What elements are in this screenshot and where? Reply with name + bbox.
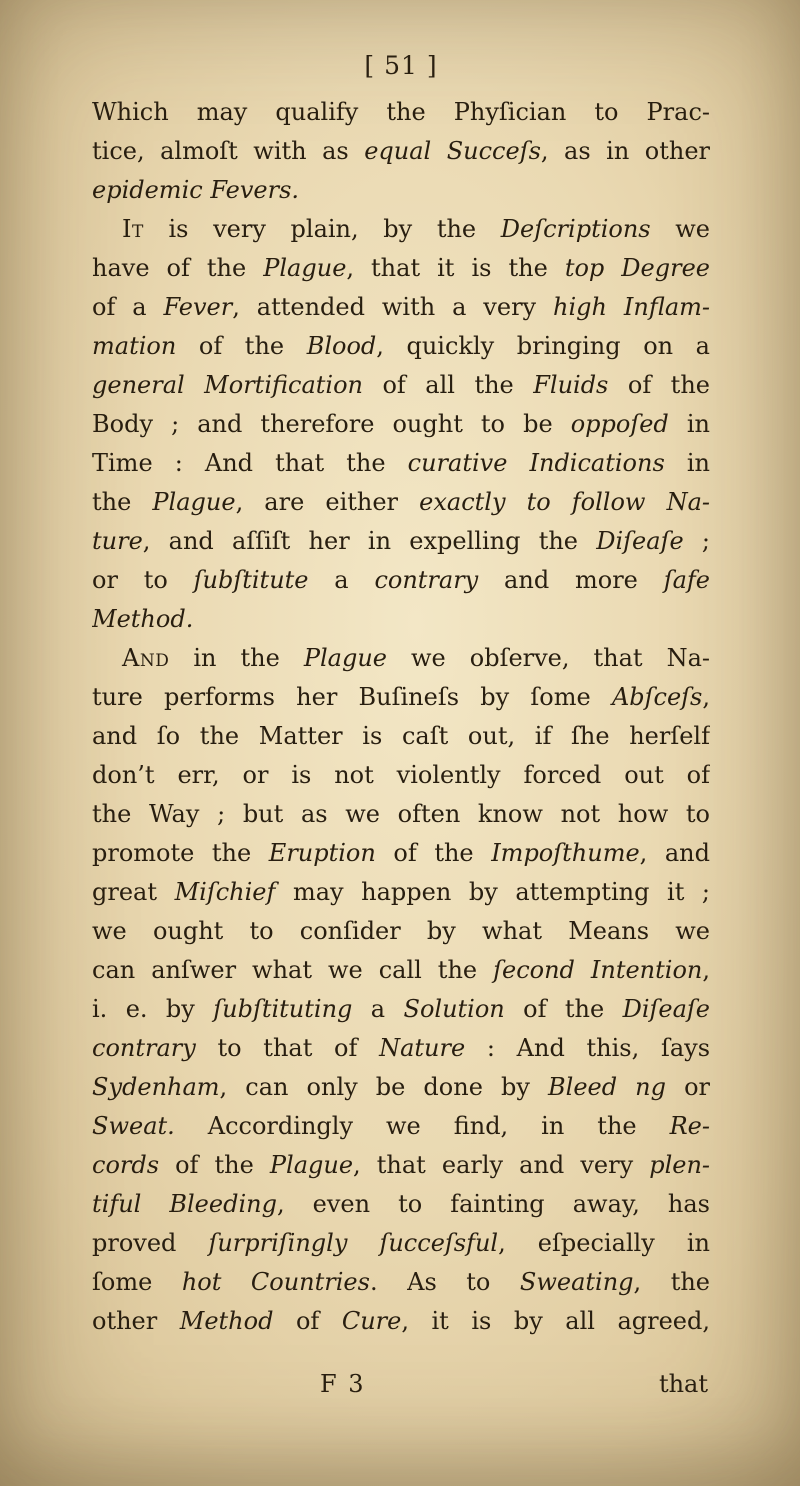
text-line xyxy=(92,1029,710,1068)
body-text-segment: promote the xyxy=(92,839,269,867)
body-text-segment: , as in other xyxy=(540,137,710,165)
italic-text: Plague xyxy=(263,254,347,282)
body-text-segment: of the xyxy=(608,371,710,399)
italic-text: ſurpriſingly ſucceſsful xyxy=(208,1229,499,1257)
italic-text: Re- xyxy=(669,1112,710,1140)
body-text-segment: we ought to conſider by what Means we xyxy=(92,917,710,945)
body-text-segment: Which may qualify the Phyſician to Prac- xyxy=(92,98,710,126)
italic-text: oppoſed xyxy=(570,410,669,438)
italic-text: exactly to follow Na- xyxy=(419,488,710,516)
body-text-segment: or to xyxy=(92,566,194,594)
body-text-segment: the Way ; but as we often know not how to xyxy=(92,800,710,828)
body-text-segment: of the xyxy=(159,1151,270,1179)
body-text-segment: , xyxy=(702,956,710,984)
text-line xyxy=(92,873,710,912)
body-text-segment: i. e. by xyxy=(92,995,214,1023)
body-text-segment: we xyxy=(650,215,710,243)
body-text-segment: is very plain, by the xyxy=(143,215,501,243)
italic-text: hot Countries xyxy=(181,1268,370,1296)
italic-text: high Inflam- xyxy=(553,293,710,321)
text-line xyxy=(92,93,710,132)
text-line xyxy=(92,561,710,600)
body-text-segment: and ſo the Matter is caſt out, if ſhe herſelf xyxy=(92,722,710,750)
body-text-segment: a xyxy=(352,995,404,1023)
italic-text: Bleed ng xyxy=(548,1073,666,1101)
text-line xyxy=(92,522,710,561)
text-line xyxy=(92,405,710,444)
text-line xyxy=(92,1185,710,1224)
body-text-segment: , and aſſiſt her in expelling the xyxy=(142,527,597,555)
body-text-segment: of the xyxy=(176,332,307,360)
body-text-segment: Body ; and therefore ought to be xyxy=(92,410,571,438)
italic-text: Diſeaſe xyxy=(622,995,710,1023)
body-text-segment: , the xyxy=(633,1268,710,1296)
text-line xyxy=(92,132,710,171)
body-text-segment: don’t err, or is not violently forced out of xyxy=(92,761,710,789)
body-text-segment: . As to xyxy=(369,1268,520,1296)
italic-text: Sydenham xyxy=(92,1073,220,1101)
italic-text: Miſchief xyxy=(174,878,276,906)
text-line xyxy=(92,990,710,1029)
body-text-segment: : And this, ſays xyxy=(465,1034,710,1062)
body-text-segment: have of the xyxy=(92,254,264,282)
text-line xyxy=(92,912,710,951)
text-line xyxy=(92,1224,710,1263)
italic-text: cords xyxy=(92,1151,160,1179)
body-text-segment: great xyxy=(92,878,175,906)
italic-text: Nature xyxy=(379,1034,466,1062)
body-text-segment: proved xyxy=(92,1229,209,1257)
body-text-segment: , xyxy=(702,683,710,711)
body-text-segment: ture performs her Buſineſs by ſome xyxy=(92,683,612,711)
body-text-segment: can anſwer what we call the xyxy=(92,956,494,984)
body-text-segment: It xyxy=(122,215,144,243)
body-text-segment: we obſerve, that Na- xyxy=(386,644,710,672)
body-text-segment: ; xyxy=(683,527,710,555)
body-text-segment: a xyxy=(308,566,375,594)
italic-text: Fluids xyxy=(533,371,609,399)
text-line xyxy=(92,483,710,522)
body-text-segment: , that it is the xyxy=(346,254,565,282)
body-text-segment: of the xyxy=(504,995,623,1023)
italic-text: Plague xyxy=(152,488,236,516)
body-text-segment: or xyxy=(666,1073,710,1101)
italic-text: Impoſthume xyxy=(491,839,640,867)
body-text-segment: Time : And that the xyxy=(92,449,408,477)
text-line xyxy=(92,717,710,756)
text-line xyxy=(92,639,710,678)
text-line xyxy=(92,327,710,366)
page-number: [ 51 ] xyxy=(364,51,438,80)
italic-text: ſafe xyxy=(663,566,710,594)
body-text-segment: and more xyxy=(478,566,664,594)
italic-text: ture xyxy=(92,527,143,555)
italic-text: plen- xyxy=(649,1151,710,1179)
italic-text: Eruption xyxy=(268,839,376,867)
body-text-segment: , are either xyxy=(235,488,420,516)
text-line xyxy=(92,249,710,288)
italic-text: Method xyxy=(179,1307,274,1335)
italic-text: equal Succeſs xyxy=(364,137,541,165)
text-line xyxy=(92,171,710,210)
catchword: that xyxy=(658,1370,708,1398)
italic-text: ſecond Intention xyxy=(493,956,703,984)
body-text-segment: of xyxy=(273,1307,342,1335)
body-text-segment: to that of xyxy=(195,1034,380,1062)
body-text-segment: , it is by all agreed, xyxy=(401,1307,710,1335)
text-line xyxy=(92,600,710,639)
italic-text: contrary xyxy=(92,1034,196,1062)
italic-text: epidemic Fevers. xyxy=(92,176,300,204)
body-text-segment: , quickly bringing on a xyxy=(376,332,710,360)
text-line xyxy=(92,1146,710,1185)
italic-text: ſubſtituting xyxy=(213,995,353,1023)
text-line xyxy=(92,834,710,873)
foot-line xyxy=(92,1365,710,1404)
body-text-segment: tice, almoſt with as xyxy=(92,137,365,165)
body-text-segment: may happen by attempting it ; xyxy=(275,878,710,906)
italic-text: Plague xyxy=(269,1151,354,1179)
text-line xyxy=(92,1263,710,1302)
body-text-segment: , can only be done by xyxy=(219,1073,548,1101)
italic-text: Abſceſs xyxy=(611,683,703,711)
italic-text: Deſcriptions xyxy=(500,215,651,243)
text-block xyxy=(92,46,710,1404)
italic-text: general Mortification xyxy=(92,371,363,399)
body-text-segment: of all the xyxy=(362,371,534,399)
italic-text: curative Indications xyxy=(407,449,665,477)
italic-text: Solution xyxy=(403,995,505,1023)
body-text-segment: in xyxy=(668,410,710,438)
body-text-segment: other xyxy=(92,1307,180,1335)
italic-text: Plague xyxy=(303,644,387,672)
text-line xyxy=(92,366,710,405)
italic-text: Sweat. xyxy=(92,1112,175,1140)
text-line xyxy=(92,210,710,249)
text-line xyxy=(92,951,710,990)
italic-text: Sweating xyxy=(519,1268,634,1296)
italic-text: Diſeaſe xyxy=(596,527,684,555)
text-line xyxy=(92,444,710,483)
body-text-segment: , even to fainting away, has xyxy=(276,1190,710,1218)
body-text-segment: of a xyxy=(92,293,164,321)
text-line xyxy=(92,1068,710,1107)
body-text-segment: , that early and very xyxy=(353,1151,650,1179)
italic-text: Fever xyxy=(163,293,233,321)
italic-text: ſubſtitute xyxy=(193,566,309,594)
text-line xyxy=(92,756,710,795)
italic-text: Blood xyxy=(306,332,377,360)
body-text-segment: , attended with a very xyxy=(232,293,554,321)
text-line xyxy=(92,678,710,717)
body-text-segment: in xyxy=(664,449,710,477)
body-text-segment: , eſpecially in xyxy=(498,1229,710,1257)
body-text-segment: of the xyxy=(375,839,492,867)
text-line xyxy=(92,1302,710,1341)
italic-text: contrary xyxy=(374,566,479,594)
italic-text: mation xyxy=(92,332,177,360)
body-text xyxy=(92,93,710,1341)
body-text-segment: ſome xyxy=(92,1268,182,1296)
text-line xyxy=(92,795,710,834)
text-line xyxy=(92,1107,710,1146)
italic-text: Cure xyxy=(341,1307,402,1335)
italic-text: Method. xyxy=(92,605,194,633)
body-text-segment: the xyxy=(92,488,153,516)
italic-text: tiful Bleeding xyxy=(92,1190,277,1218)
body-text-segment: , and xyxy=(639,839,710,867)
text-line xyxy=(92,288,710,327)
body-text-segment: And xyxy=(122,644,170,672)
italic-text: top Degree xyxy=(564,254,710,282)
signature-mark: F 3 xyxy=(320,1370,366,1398)
body-text-segment: in the xyxy=(169,644,304,672)
body-text-segment: Accordingly we find, in the xyxy=(174,1112,670,1140)
